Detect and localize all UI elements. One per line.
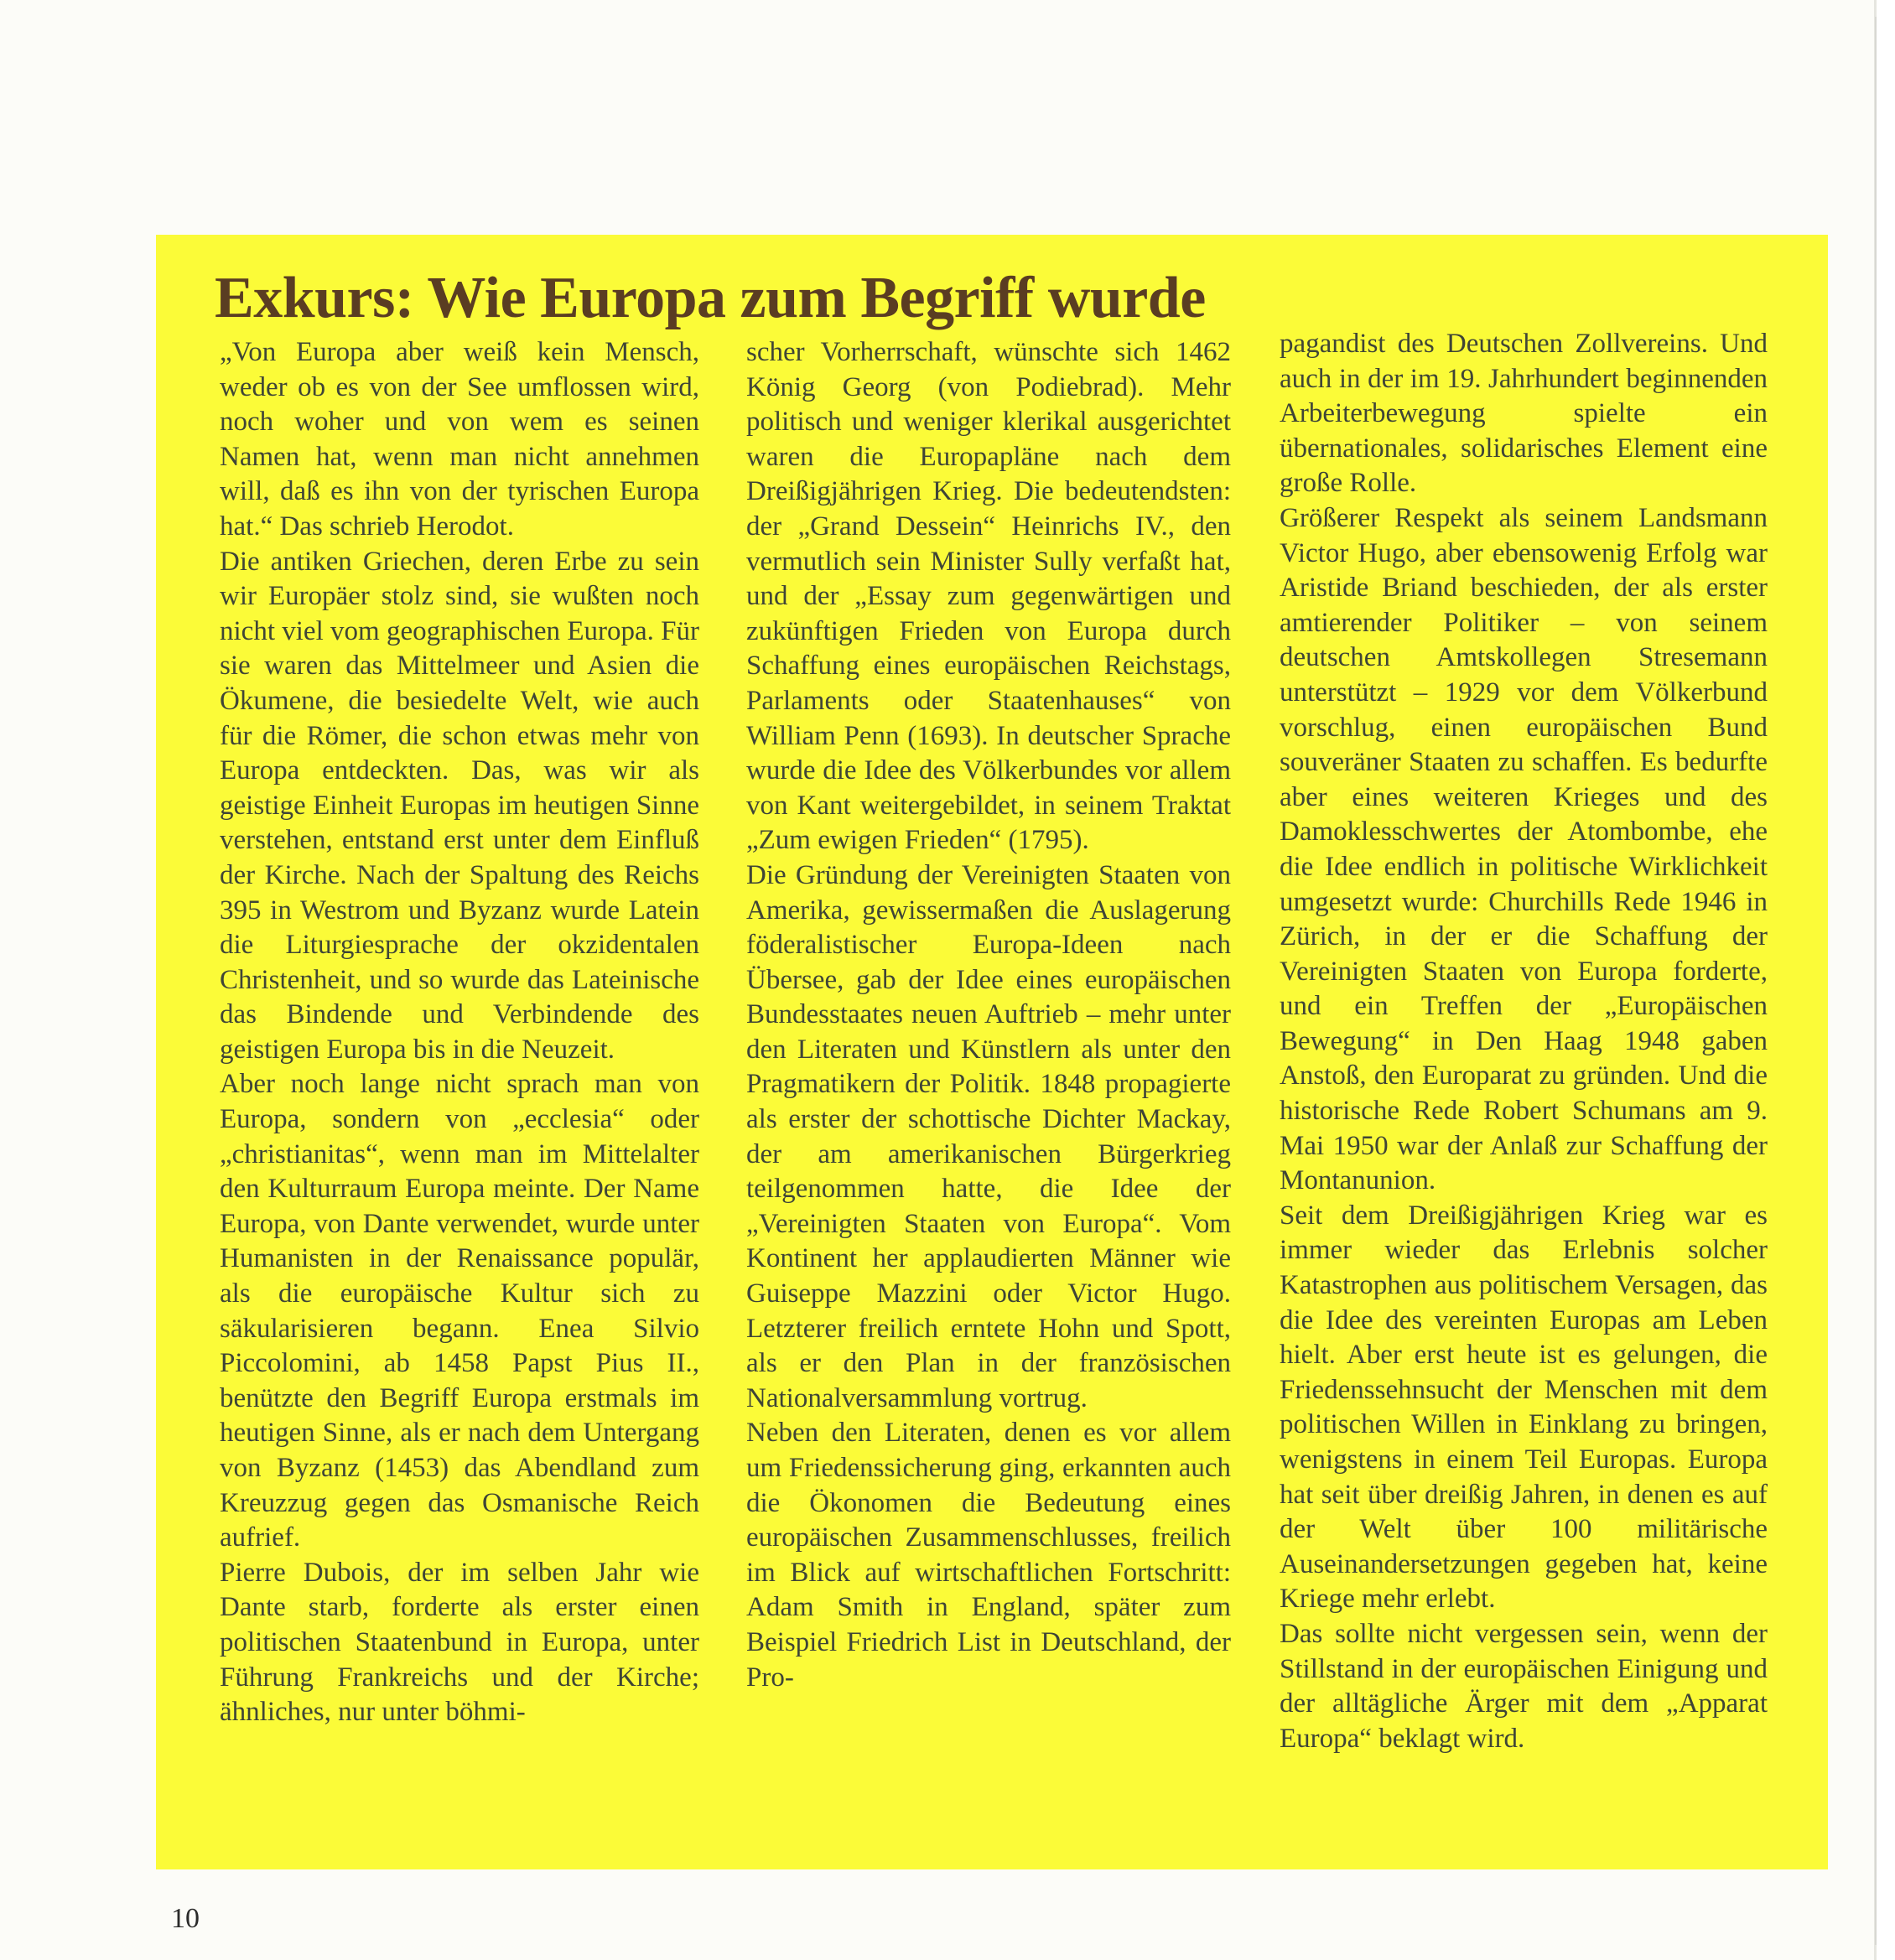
paragraph: „Von Europa aber weiß kein Mensch, weder ob es von der See umflossen wird, noch woher und von wem es seinen Namen hat, wenn man nicht annehmen will, daß es ihn von der tyrischen Europa hat.“ Das schrieb Herodot. — [220, 337, 699, 542]
paragraph: Größerer Respekt als seinem Landsmann Victor Hugo, aber ebensowenig Erfolg war Aristide Briand beschieden, der als erster amtierender Politiker – von seinem deutschen Amtskollegen Stresemann unterstützt – 1929 vor dem Völkerbund vorschlug, einen europäischen Bund souveräner Staaten zu schaffen. Es bedurfte aber eines weiteren Krieges und des Damoklesschwertes der Atombombe, ehe die Idee endlich in politische Wirklichkeit umgesetzt wurde: Churchills Rede 1946 in Zürich, in der er die Schaffung der Vereinigten Staaten von Europa forderte, und ein Treffen der „Europäischen Bewegung“ in Den Haag 1948 gaben Anstoß, den Europarat zu gründen. Und die historische Rede Robert Schumans am 9. Mai 1950 war der Anlaß zur Schaffung der Montanunion. — [1280, 502, 1768, 1196]
paragraph: Die Gründung der Vereinigten Staaten von Amerika, gewissermaßen die Auslagerung föderalistischer Europa-Ideen nach Übersee, gab der Idee eines europäischen Bundesstaates neuen Auftrieb – mehr unter den Literaten und Künstlern als unter den Pragmatikern der Politik. 1848 propagierte als erster der schottische Dichter Mackay, der am amerikanischen Bürgerkrieg teilgenommen hatte, die Idee der „Vereinigten Staaten von Europa“. Vom Kontinent her applaudierten Männer wie Guiseppe Mazzini oder Victor Hugo. Letzterer freilich erntete Hohn und Spott, als er den Plan in der französischen Nationalversammlung vortrug. — [746, 859, 1231, 1413]
paragraph: Das sollte nicht vergessen sein, wenn der Stillstand in der europäischen Einigung und der alltägliche Ärger mit dem „Apparat Europa“ beklagt wird. — [1280, 1618, 1768, 1754]
paragraph: Seit dem Dreißigjährigen Krieg war es immer wieder das Erlebnis solcher Katastrophen aus politischem Versagen, das die Idee des vereinten Europas am Leben hielt. Aber erst heute ist es gelungen, die Friedenssehnsucht der Menschen mit dem politischen Willen in Einklang zu bringen, wenigstens in einem Teil Europas. Europa hat seit über dreißig Jahren, in denen es auf der Welt über 100 militärische Auseinandersetzungen gegeben hat, keine Kriege mehr erlebt. — [1280, 1200, 1768, 1615]
paragraph: Aber noch lange nicht sprach man von Europa, sondern von „ecclesia“ oder „christianitas“, wenn man im Mittelalter den Kulturraum Europa meinte. Der Name Europa, von Dante verwendet, wurde unter Humanisten in der Renaissance populär, als die europäische Kultur sich zu säkularisieren begann. Enea Silvio Piccolomini, ab 1458 Papst Pius II., benützte den Begriff Europa erstmals im heutigen Sinne, als er nach dem Untergang von Byzanz (1453) das Abendland zum Kreuzzug gegen das Osmanische Reich aufrief. — [220, 1069, 699, 1553]
page-edge — [1875, 17, 1877, 1945]
page-number: 10 — [171, 1903, 200, 1934]
text-column-2 — [746, 335, 1231, 1695]
paragraph: Die antiken Griechen, deren Erbe zu sein wir Europäer stolz sind, sie wußten noch nicht viel vom geographischen Europa. Für sie waren das Mittelmeer und Asien die Ökumene, die besiedelte Welt, wie auch für die Römer, die schon etwas mehr von Europa entdeckten. Das, was wir als geistige Einheit Europas im heutigen Sinne verstehen, entstand erst unter dem Einfluß der Kirche. Nach der Spaltung des Reichs 395 in Westrom und Byzanz wurde Latein die Liturgiesprache der okzidentalen Christenheit, und so wurde das Lateinische das Bindende und Verbindende des geistigen Europa bis in die Neuzeit. — [220, 546, 699, 1065]
page-title: Exkurs: Wie Europa zum Begriff wurde — [215, 266, 1206, 330]
paragraph: Neben den Literaten, denen es vor allem um Friedenssicherung ging, erkannten auch die Ökonomen die Bedeutung eines europäischen Zusammenschlusses, freilich im Blick auf wirtschaftlichen Fortschritt: Adam Smith in England, später zum Beispiel Friedrich List in Deutschland, der Pro- — [746, 1418, 1231, 1693]
text-column-1 — [220, 335, 699, 1730]
paragraph: pagandist des Deutschen Zollvereins. Und auch in der im 19. Jahrhundert beginnenden Arbeiterbewegung spielte ein übernationales, solidarisches Element eine große Rolle. — [1280, 329, 1768, 499]
text-column-3 — [1280, 327, 1768, 1756]
paragraph: scher Vorherrschaft, wünschte sich 1462 König Georg (von Podiebrad). Mehr politisch und weniger klerikal ausgerichtet waren die Europapläne nach dem Dreißigjährigen Krieg. Die bedeutendsten: der „Grand Dessein“ Heinrichs IV., den vermutlich sein Minister Sully verfaßt hat, und der „Essay zum gegenwärtigen und zukünftigen Frieden von Europa durch Schaffung eines europäischen Reichstags, Parlaments oder Staatenhauses“ von William Penn (1693). In deutscher Sprache wurde die Idee des Völkerbundes vor allem von Kant weitergebildet, in seinem Traktat „Zum ewigen Frieden“ (1795). — [746, 337, 1231, 856]
paragraph: Pierre Dubois, der im selben Jahr wie Dante starb, forderte als erster einen politischen Staatenbund in Europa, unter Führung Frankreichs und der Kirche; ähnliches, nur unter böhmi- — [220, 1557, 699, 1728]
